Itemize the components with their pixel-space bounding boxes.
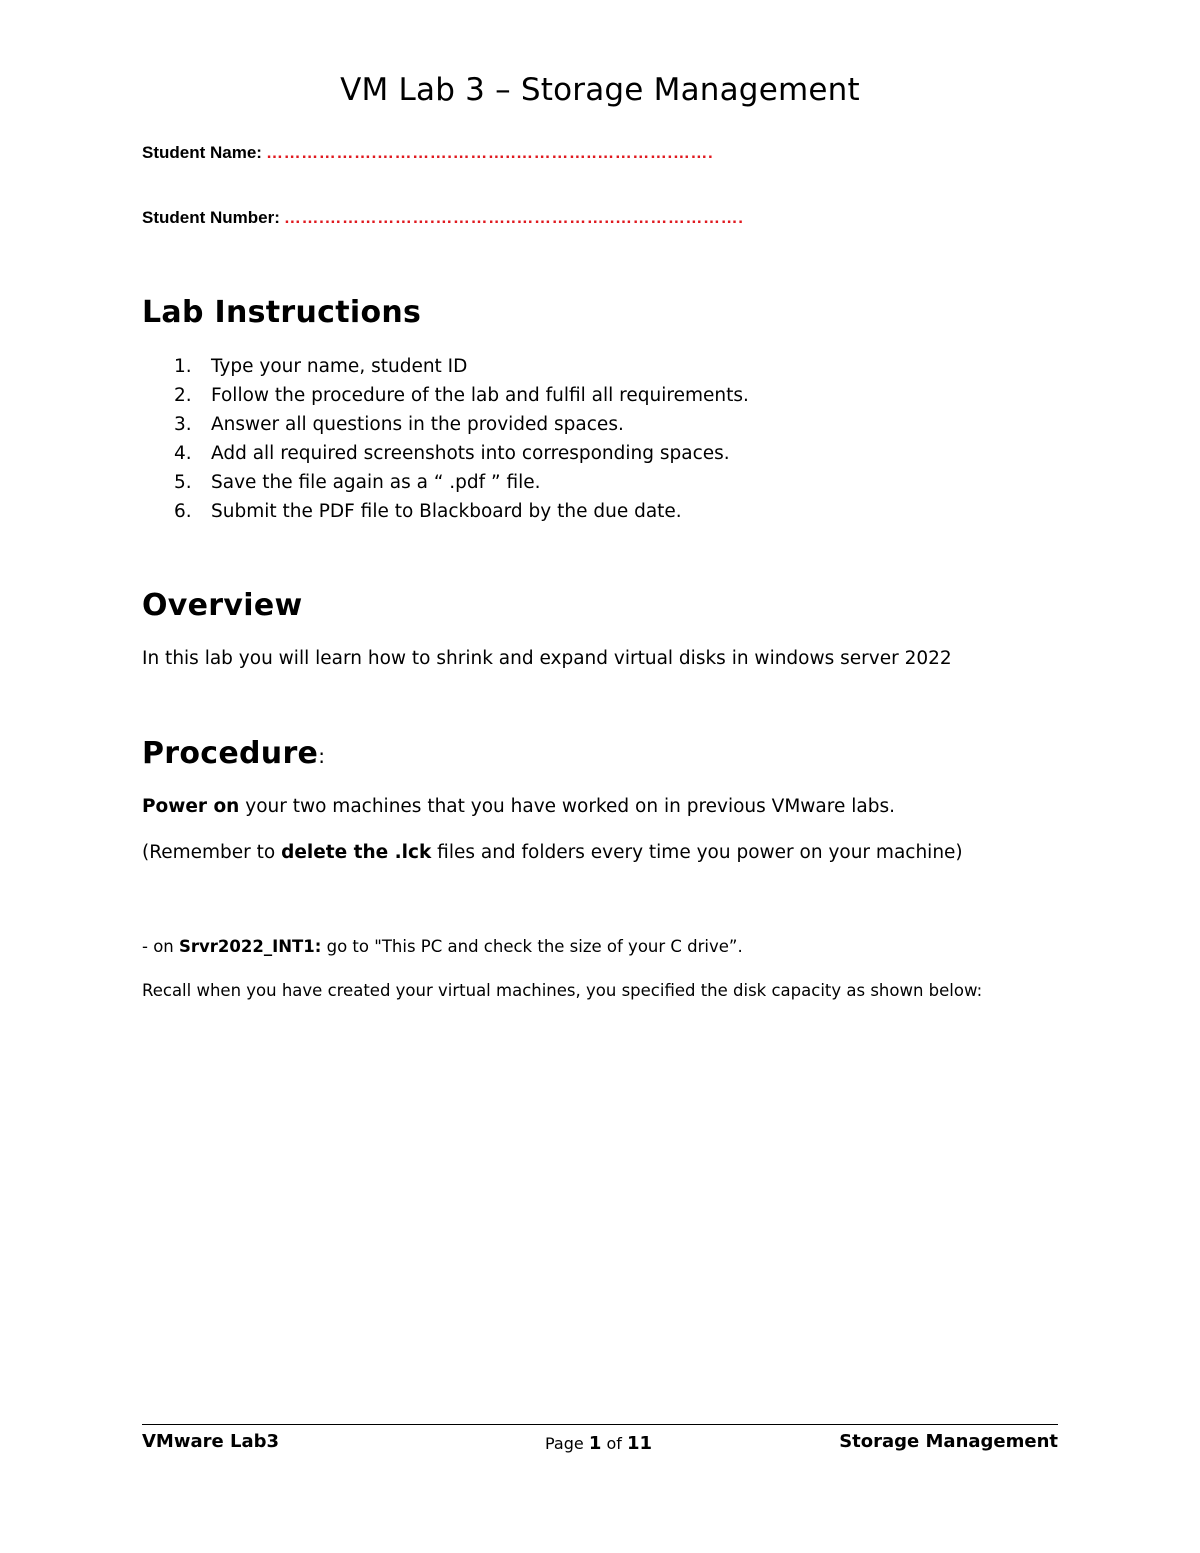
remember-pre: (Remember to	[142, 842, 282, 863]
remember-post: files and folders every time you power on your machine)	[431, 842, 963, 863]
procedure-heading	[142, 736, 325, 771]
student-name-label: Student Name:	[142, 143, 262, 162]
student-number-placeholder[interactable]: …….……………….…………..……………..………………….	[283, 208, 744, 227]
list-item-number: 3.	[174, 414, 192, 435]
list-item-text: Submit the PDF file to Blackboard by the due date.	[211, 501, 682, 522]
list-item-text: Type your name, student ID	[211, 356, 468, 377]
student-name-field	[142, 143, 713, 163]
lab-instructions-heading: Lab Instructions	[142, 295, 422, 330]
power-on-text: your two machines that you have worked on in previous VMware labs.	[239, 796, 895, 817]
list-item	[174, 352, 749, 381]
procedure-heading-colon: :	[318, 744, 326, 768]
remember-bold: delete the .lck	[281, 842, 432, 863]
list-item	[174, 497, 749, 526]
srvr-step-bold: Srvr2022_INT1:	[179, 937, 322, 956]
overview-text: In this lab you will learn how to shrink and expand virtual disks in windows server 2022	[142, 648, 952, 669]
student-number-label: Student Number:	[142, 208, 280, 227]
footer-page-current: 1	[588, 1433, 602, 1454]
footer-page-label: Page	[545, 1434, 589, 1453]
srvr-step-post: go to "This PC and check the size of your C drive”.	[321, 937, 743, 956]
overview-heading: Overview	[142, 588, 303, 623]
list-item-number: 5.	[174, 472, 192, 493]
list-item	[174, 468, 749, 497]
footer-left: VMware Lab3	[142, 1431, 279, 1452]
list-item-text: Follow the procedure of the lab and fulfil all requirements.	[211, 385, 749, 406]
list-item-number: 4.	[174, 443, 192, 464]
list-item-number: 1.	[174, 356, 192, 377]
student-name-placeholder[interactable]: ……………….………….………..…………..………….…….	[265, 143, 714, 162]
list-item	[174, 381, 749, 410]
list-item-text: Answer all questions in the provided spaces.	[211, 414, 624, 435]
list-item	[174, 439, 749, 468]
footer-divider	[142, 1424, 1058, 1425]
instructions-list	[174, 352, 749, 526]
power-on-paragraph	[142, 796, 895, 817]
list-item-number: 6.	[174, 501, 192, 522]
student-number-field	[142, 208, 744, 228]
footer-right: Storage Management	[839, 1431, 1058, 1452]
recall-paragraph: Recall when you have created your virtual machines, you specified the disk capacity as shown below:	[142, 981, 983, 1000]
list-item-number: 2.	[174, 385, 192, 406]
procedure-heading-text: Procedure	[142, 736, 319, 771]
power-on-bold: Power on	[142, 796, 240, 817]
srvr-step-paragraph	[142, 937, 743, 956]
remember-paragraph	[142, 842, 963, 863]
footer-page-number	[545, 1433, 652, 1454]
footer-page-of: of	[601, 1434, 627, 1453]
footer-page-total: 11	[626, 1433, 653, 1454]
list-item-text: Save the file again as a “ .pdf ” file.	[211, 472, 541, 493]
srvr-step-pre: - on	[142, 937, 179, 956]
document-title: VM Lab 3 – Storage Management	[340, 72, 860, 108]
list-item-text: Add all required screenshots into corresponding spaces.	[211, 443, 730, 464]
list-item	[174, 410, 749, 439]
